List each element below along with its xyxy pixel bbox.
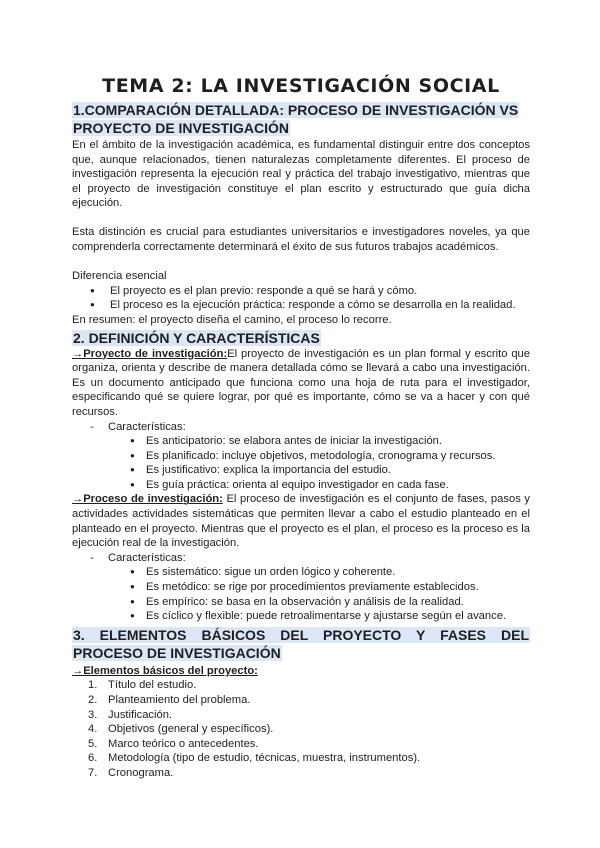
project-characteristics-label: - Características: (72, 420, 530, 435)
process-characteristics-list (72, 565, 530, 623)
difference-list (72, 284, 530, 313)
section-3-heading-line2: PROCESO DE INVESTIGACIÓN (73, 644, 281, 661)
list-item: ● Es metódico: se rige por procedimientos previamente establecidos. (72, 580, 530, 595)
item-text: Marco teórico o antecedentes. (108, 737, 259, 750)
section-3-heading-second-line (72, 644, 530, 662)
item-text: Objetivos (general y específicos). (108, 723, 274, 736)
difference-label: Diferencia esencial (72, 270, 167, 283)
item-number: 4. (88, 723, 98, 736)
section-1-heading-line1: 1.COMPARACIÓN DETALLADA: PROCESO DE INVESTIGACIÓN VS (73, 102, 519, 118)
list-item: ● El proceso es la ejecución práctica: responde a cómo se desarrolla en la realidad. (72, 298, 530, 313)
section-3-heading-line1: 3. ELEMENTOS BÁSICOS DEL PROYECTO Y FASES DEL (73, 626, 529, 643)
elements-list (72, 678, 530, 780)
section-1-heading-line2: PROYECTO DE INVESTIGACIÓN (73, 120, 289, 136)
item-number: 5. (88, 737, 98, 750)
section-1-paragraph-1: En el ámbito de la investigación académica, es fundamental distinguir entre dos conceptos que, aunque relacionados, tienen naturalezas completamente diferentes. El proceso de investigación representa la ejecución real y práctica del trabajo investigativo, mientras que el proyecto de investigación constituye el plan escrito y estructurado que guía dicha ejecución. (72, 139, 530, 210)
process-text: El proceso de investigación es el conjunto de fases, pasos y actividades actividades sistemáticas que permiten llevar a cabo el estudio planteado en el planteado en el proyecto. Mientras que el proyecto es el plan, el proceso es la proceso es la ejecución real de la investigación. (72, 493, 530, 550)
list-item (72, 751, 530, 766)
project-definition (72, 347, 530, 420)
list-item: ● Es cíclico y flexible: puede retroalimentarse y ajustarse según el avance. (72, 609, 530, 624)
list-item: ● Es guía práctica: orienta al equipo investigador en cada fase. (72, 478, 530, 493)
list-item (72, 708, 530, 723)
list-item: ● Es empírico: se basa en la observación y análisis de la realidad. (72, 595, 530, 610)
item-number: 1. (88, 679, 98, 692)
item-number: 2. (88, 694, 98, 706)
list-item: ● Es planificado: incluye objetivos, metodología, cronograma y recursos. (72, 449, 530, 464)
list-item: ● El proyecto es el plan previo: responde a qué se hará y cómo. (72, 284, 530, 299)
project-characteristics-list (72, 434, 530, 492)
elements-label: →Elementos básicos del proyecto: (72, 664, 258, 677)
project-text: El proyecto de investigación es un plan formal y escrito que organiza, orienta y describe de manera detallada cómo se llevará a cabo una investigación. Es un documento anticipado que funciona como una hoja de ruta para el investigador, especificando qué se quiere lograr, por qué es importante, cómo se va a hacer y con qué recursos. (72, 347, 530, 418)
item-text: Planteamiento del problema. (108, 694, 251, 706)
process-label: →Proceso de investigación: (72, 493, 223, 506)
list-item: ● Es sistemático: sigue un orden lógico y coherente. (72, 565, 530, 580)
process-definition (72, 492, 530, 550)
process-characteristics-label: - Características: (72, 551, 530, 566)
project-label: →Proyecto de investigación: (72, 347, 228, 360)
item-text: Cronograma. (108, 766, 174, 779)
section-1-paragraph-2: Esta distinción es crucial para estudiantes universitarios e investigadores noveles, ya que comprenderla correctamente determinará el éxito de sus futuros trabajos académicos. (72, 225, 530, 253)
item-number: 6. (88, 752, 98, 765)
section-2-heading-text: 2. DEFINICIÓN Y CARACTERÍSTICAS (73, 329, 320, 346)
item-text: Título del estudio. (108, 679, 197, 692)
item-number: 7. (88, 766, 98, 779)
list-item (72, 678, 530, 693)
list-item: ● Es justificativo: explica la importancia del estudio. (72, 463, 530, 478)
item-text: Justificación. (108, 708, 173, 721)
item-text: Metodología (tipo de estudio, técnicas, muestra, instrumentos). (108, 752, 421, 765)
section-2-heading (72, 329, 530, 347)
list-item (72, 693, 530, 708)
summary-text: En resumen: el proyecto diseña el camino, el proceso lo recorre. (72, 313, 392, 326)
section-1-heading (72, 101, 530, 137)
section-3-heading (72, 626, 530, 644)
list-item: ● Es anticipatorio: se elabora antes de iniciar la investigación. (72, 434, 530, 449)
item-number: 3. (88, 708, 98, 721)
list-item (72, 766, 530, 781)
list-item (72, 737, 530, 752)
list-item (72, 722, 530, 737)
page-title: TEMA 2: LA INVESTIGACIÓN SOCIAL (102, 75, 500, 97)
